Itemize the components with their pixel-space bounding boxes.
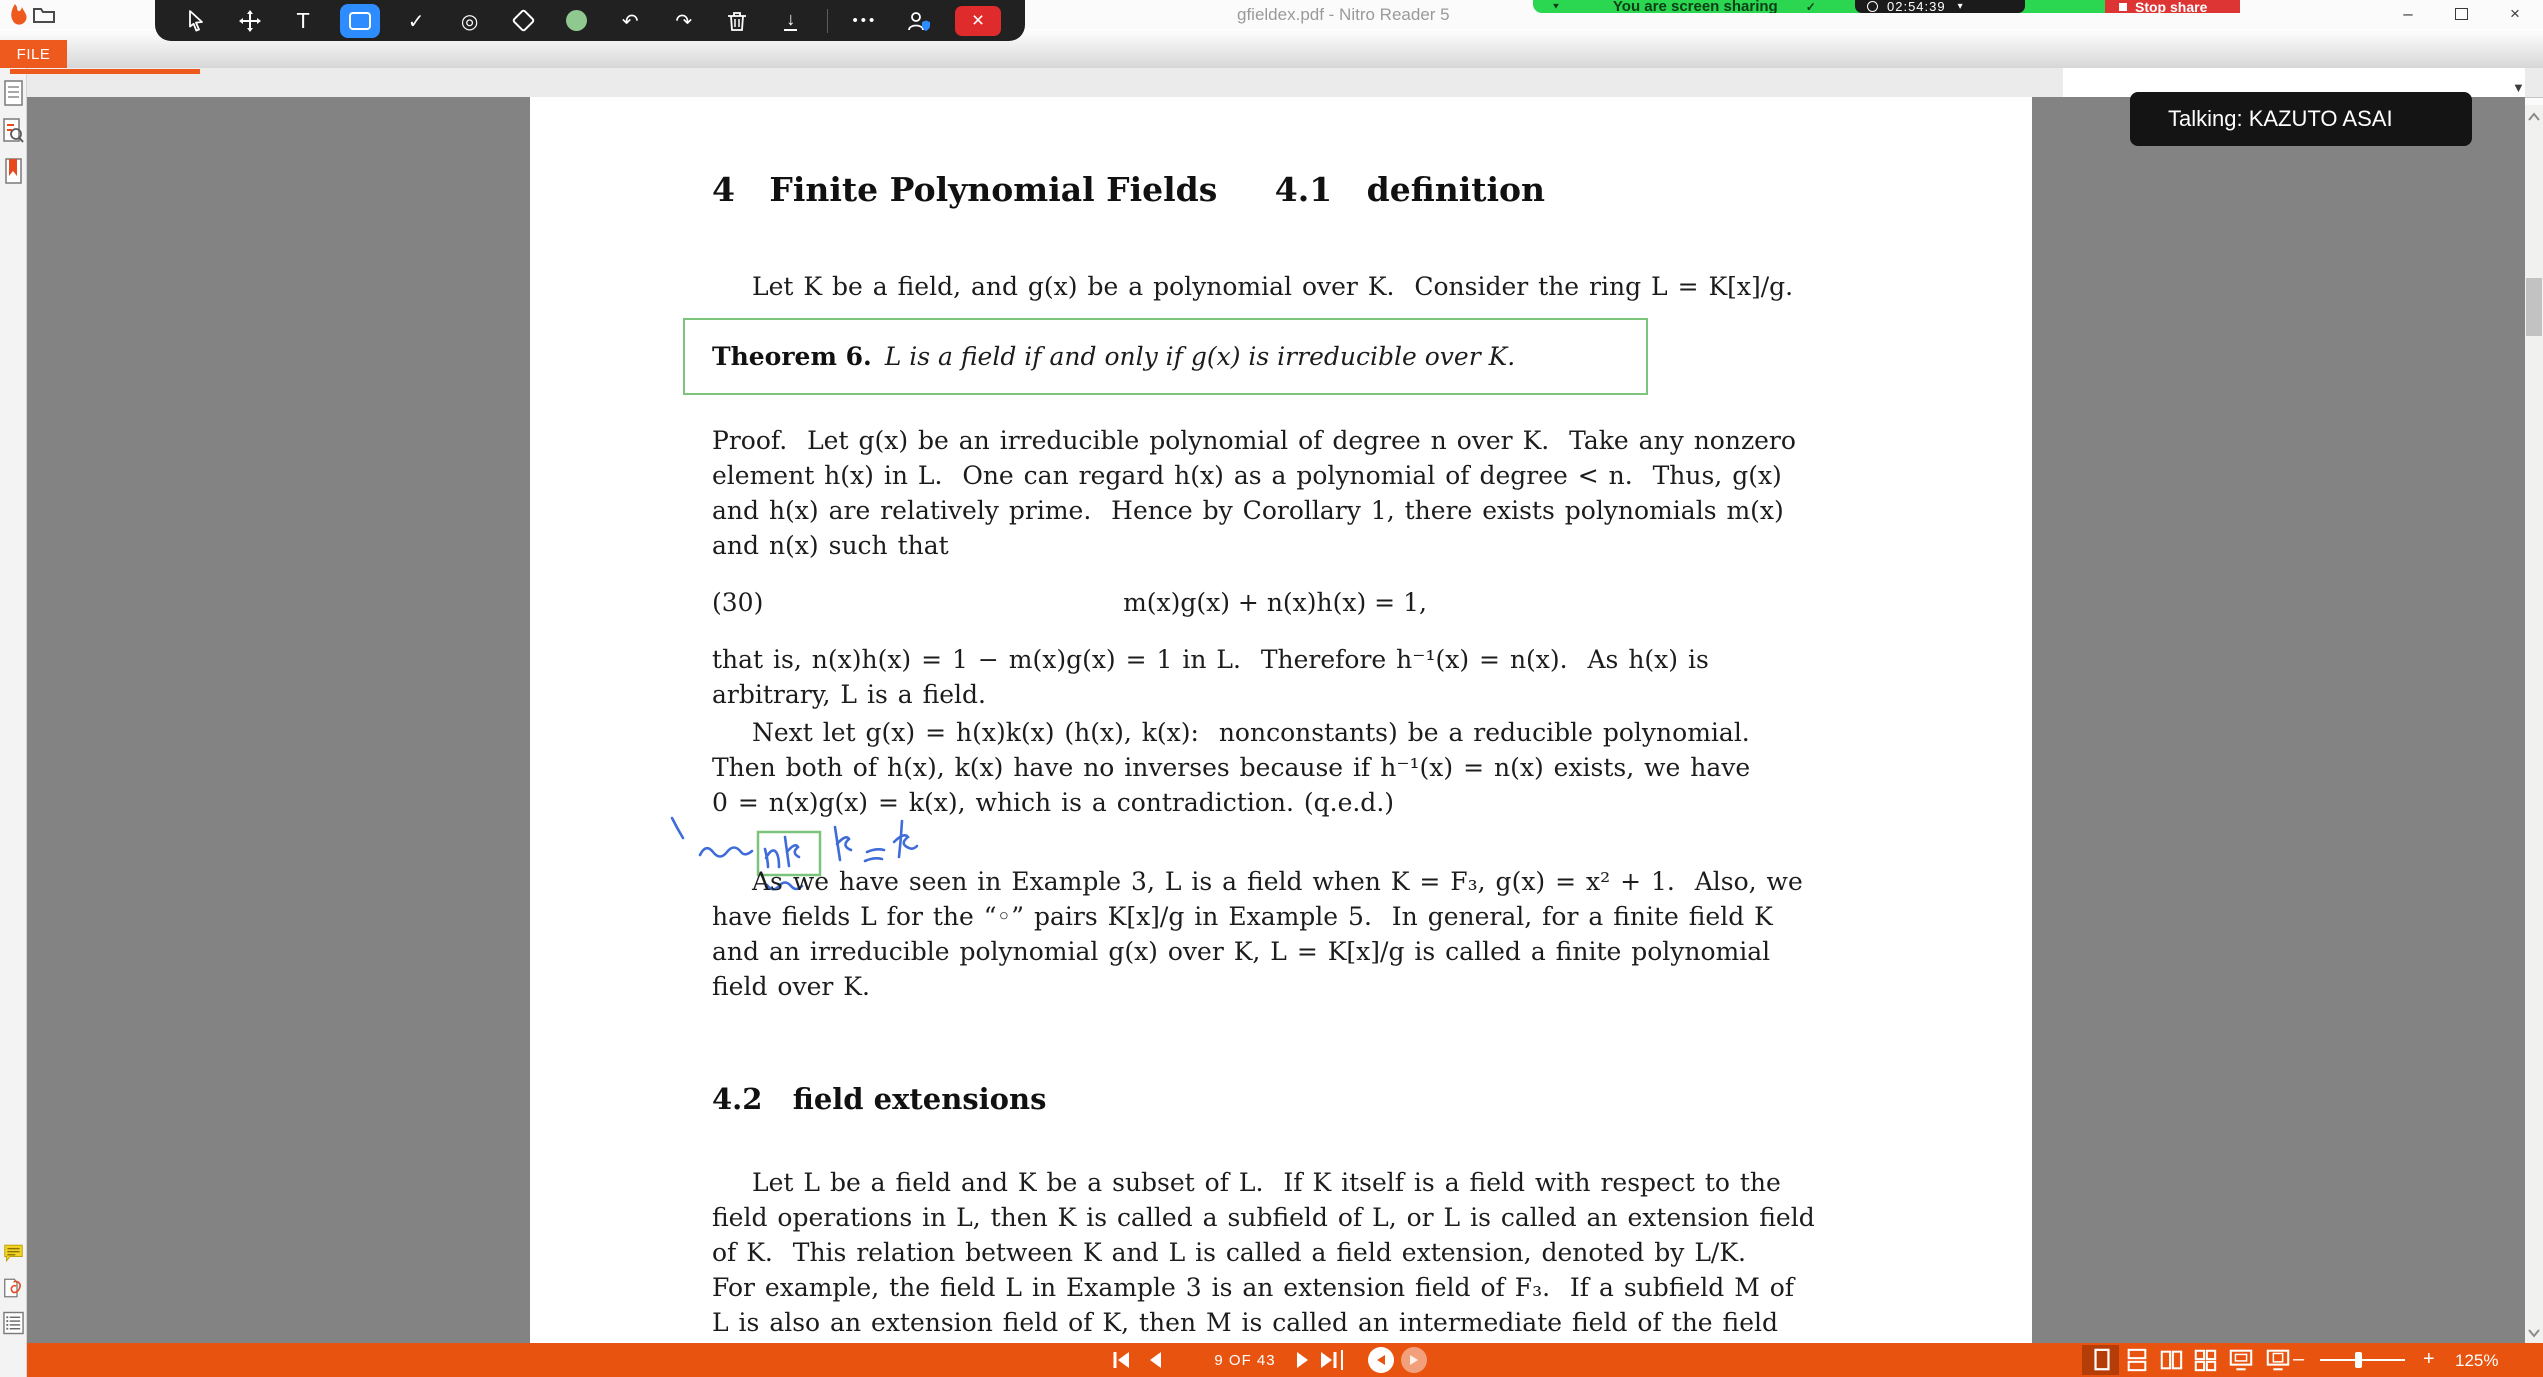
body-line: Let L be a field and K be a subset of L. If K itself is a field with respect to the [752,1168,1781,1197]
undo-button[interactable]: ↶ [621,8,639,33]
body-line: field operations in L, then K is called a subfield of L, or L is called an extension field [712,1203,1815,1232]
equation-row [712,588,1838,617]
body-line: Let K be a field, and g(x) be a polynomial over K. Consider the ring L = K[x]/g. [752,272,1794,301]
zoom-in-button[interactable]: + [2423,1348,2435,1370]
body-line: and an irreducible polynomial g(x) over K, L = K[x]/g is called a finite polynomial [712,937,1771,966]
stop-share-label: Stop share [2135,0,2208,15]
open-file-icon[interactable] [33,6,57,24]
timer-caret-icon: ▾ [1957,1,1963,12]
history-back-button[interactable] [1368,1347,1394,1373]
fit-width-button[interactable] [2228,1347,2254,1373]
eraser-icon [511,8,535,32]
rectangle-tool-button-active[interactable] [340,4,380,38]
more-options-button[interactable]: ••• [852,12,878,29]
body-line: Proof. Let g(x) be an irreducible polynomial of degree n over K. Take any nonzero [712,426,1796,455]
zoom-slider-track[interactable] [2320,1359,2405,1361]
toolbar-divider [827,9,828,33]
close-annotation-toolbar-button[interactable]: × [955,6,1001,36]
page-indicator: 9 OF 43 [1214,1352,1276,1369]
share-timer-value: 02:54:39 [1887,0,1946,14]
body-line: field over K. [712,972,870,1001]
eraser-tool-button[interactable] [506,4,540,38]
body-line: element h(x) in L. One can regard h(x) as a polynomial of degree < n. Thus, g(x) [712,461,1782,490]
body-line: and n(x) such that [712,531,949,560]
comments-panel-button[interactable] [3,1240,24,1266]
stop-icon [2119,3,2127,11]
forward-icon [1408,1354,1420,1366]
trash-icon [727,10,747,32]
menu-item-file[interactable]: FILE [0,40,67,68]
attachments-panel-button[interactable] [3,1275,24,1301]
body-line: L is also an extension field of K, then M is called an intermediate field of the field [712,1308,1779,1337]
green-color-icon [566,10,587,31]
spotlight-tool-button[interactable]: ◎ [460,8,479,33]
view-single-page-button[interactable] [2090,1347,2114,1373]
check-tool-button[interactable]: ✓ [407,8,425,33]
move-tool-button[interactable] [233,4,267,38]
talking-indicator: Talking: KAZUTO ASAI [2130,92,2472,146]
collapse-ribbon-button[interactable]: ▼ [2512,80,2525,95]
section-heading: 4 Finite Polynomial Fields 4.1 definition [712,170,1546,209]
statusbar-divider [1341,1350,1343,1370]
cursor-icon [186,10,206,32]
share-status-text: You are screen sharing [1612,0,1778,13]
pages-panel-button[interactable] [3,80,24,106]
fit-page-button[interactable] [2265,1347,2291,1373]
left-panel-bar [0,68,27,1377]
clock-icon [1867,1,1878,12]
zoom-out-button[interactable]: – [2293,1348,2305,1370]
search-panel-button[interactable] [3,118,24,144]
theorem-body: L is a field if and only if g(x) is irreducible over K. [884,342,1516,371]
shield-check-icon: ✓ [1805,0,1816,13]
view-grid-button[interactable] [2193,1347,2217,1373]
body-line: Then both of h(x), k(x) have no inverses because if h⁻¹(x) = n(x) exists, we have [712,753,1751,782]
color-swatch-button[interactable] [560,4,594,38]
history-forward-button[interactable] [1401,1347,1427,1373]
save-annotation-button[interactable] [774,4,808,38]
clear-drawings-button[interactable] [720,4,754,38]
rectangle-icon [349,12,371,30]
share-timer[interactable] [1855,0,2025,13]
body-line: 0 = n(x)g(x) = k(x), which is a contradiction. (q.e.d.) [712,788,1395,817]
vertical-scrollbar[interactable] [2525,105,2543,1343]
participant-security-button[interactable] [901,4,935,38]
document-canvas[interactable] [27,97,2525,1343]
body-line: arbitrary, L is a field. [712,680,986,709]
file-tab-accent [10,69,200,74]
move-icon [239,10,261,32]
window-close-button[interactable]: × [2510,4,2520,23]
next-page-button[interactable] [1292,1350,1312,1370]
redo-button[interactable]: ↷ [675,8,693,33]
first-page-button[interactable] [1112,1350,1132,1370]
body-line: have fields L for the “◦” pairs K[x]/g in Example 5. In general, for a finite field K [712,902,1773,931]
body-line: that is, n(x)h(x) = 1 − m(x)g(x) = 1 in L. Therefore h⁻¹(x) = n(x). As h(x) is [712,645,1709,674]
equation-number: (30) [712,588,764,617]
zoom-slider-thumb[interactable] [2355,1352,2362,1368]
theorem-box [683,318,1648,395]
view-continuous-button[interactable] [2125,1347,2149,1373]
share-collapse-icon[interactable]: ▼ [1551,2,1561,11]
annotation-toolbar [155,0,1025,41]
body-line: of K. This relation between K and L is called a field extension, denoted by L/K. [712,1238,1746,1267]
status-bar [27,1343,2543,1377]
window-title: gfieldex.pdf - Nitro Reader 5 [1237,5,1450,24]
outline-panel-button[interactable] [3,1310,24,1336]
equation-body: m(x)g(x) + n(x)h(x) = 1, [1123,588,1427,617]
subsection-heading: 4.2 field extensions [712,1082,1047,1116]
text-tool-button[interactable]: T [296,8,310,33]
pdf-page [530,97,2032,1343]
bookmarks-panel-button[interactable] [3,158,24,184]
minimize-button[interactable]: – [2403,4,2413,23]
body-line: As we have seen in Example 3, L is a field when K = F₃, g(x) = x² + 1. Also, we [752,867,1803,896]
scrollbar-thumb[interactable] [2526,278,2542,336]
body-line: Next let g(x) = h(x)k(x) (h(x), k(x): nonconstants) be a reducible polynomial. [752,718,1750,747]
view-facing-pages-button[interactable] [2159,1347,2183,1373]
nitro-logo-icon [8,3,30,27]
zoom-level: 125% [2455,1351,2499,1370]
maximize-button[interactable] [2455,8,2468,20]
cursor-tool-button[interactable] [179,4,213,38]
body-line: and h(x) are relatively prime. Hence by Corollary 1, there exists polynomials m(x) [712,496,1784,525]
scrollbar-up-button[interactable] [2526,111,2542,123]
previous-page-button[interactable] [1146,1350,1166,1370]
stop-share-button[interactable] [2105,0,2240,13]
back-icon [1375,1354,1387,1366]
body-line: For example, the field L in Example 3 is an extension field of F₃. If a subfield M of [712,1273,1795,1302]
last-page-button[interactable] [1318,1350,1338,1370]
scrollbar-down-button[interactable] [2526,1327,2542,1339]
person-shield-icon [906,10,930,32]
theorem-label: Theorem 6. [712,342,872,371]
download-icon: ↓ [786,9,796,29]
